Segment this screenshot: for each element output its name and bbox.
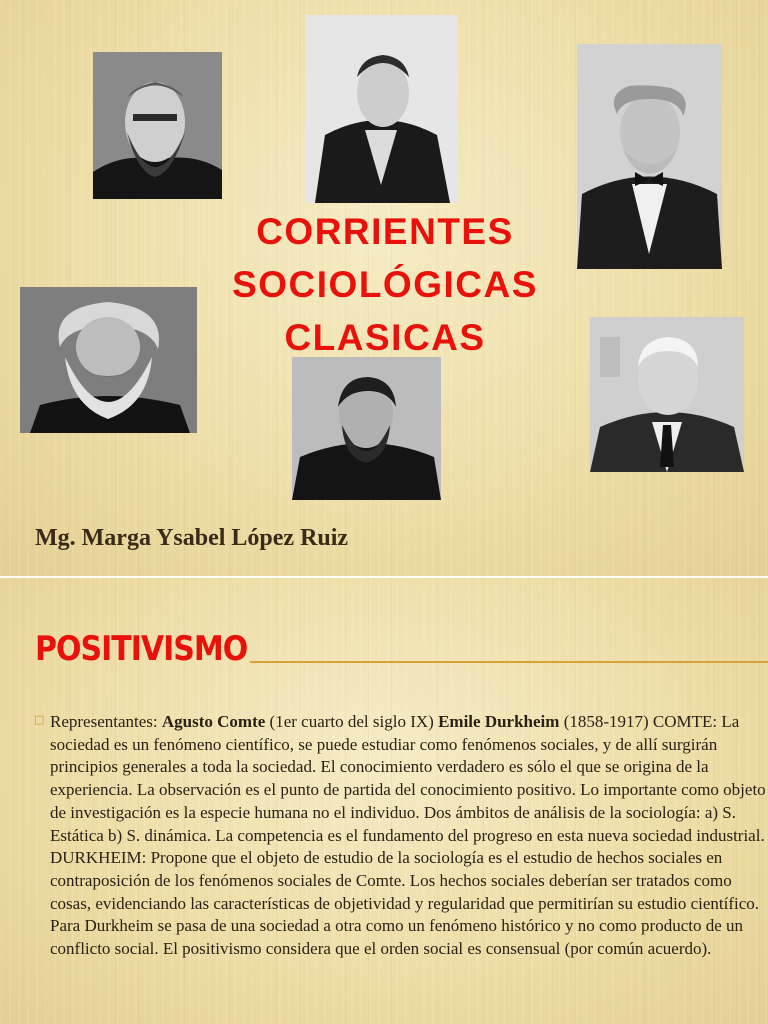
author-name: Mg. Marga Ysabel López Ruiz [35, 525, 349, 551]
portrait-photo-marx [20, 287, 197, 433]
portrait-photo-comte [305, 15, 458, 203]
name-comte: Agusto Comte [161, 712, 266, 731]
body-text-segment: (1858-1917) COMTE: La sociedad es un fenómeno científico, se puede estudiar como fenómenos sociales, y de allí surgirán principios generales a toda la sociedad. El conocimiento verdadero es sólo el que se origina de la experiencia. La observación es el punto de partida del conocimiento positivo. Lo importante como objeto de investigación es la especie humana no el individuo. Dos ámbitos de análisis de la sociología: a) S. Estática b) S. dinámica. La competencia es el fundamento del progreso en esta nueva sociedad industrial. DURKHEIM: Propone que el objeto de estudio de la sociología es el estudio de hechos sociales en contraposición de los fenómenos sociales de Comte. Los hechos sociales deberían ser tratados como cosas, evidenciando las características de objetividad y regularidad que permitirían su estudio científico. Para Durkheim se pasa de una sociedad a otra como un fenómeno histórico y no como producto de un conflicto social. El positivismo considera que el orden social es consensual (por común acuerdo). [50, 712, 766, 959]
section-heading: POSITIVISMO [35, 630, 248, 670]
title-line: CLASICAS [284, 317, 486, 358]
title-line: SOCIOLÓGICAS [232, 264, 538, 305]
body-text-segment: (1er cuarto del siglo IX) [265, 712, 439, 731]
portrait-photo-spencer [577, 44, 722, 269]
title-line: CORRIENTES [256, 211, 514, 252]
bullet-icon: □ [34, 713, 45, 726]
name-durkheim: Emile Durkheim [438, 712, 560, 731]
portrait-photo-parsons [590, 317, 744, 472]
portrait-photo-weber [292, 357, 441, 500]
body-text-segment: Representantes: [50, 712, 162, 731]
slide-title [180, 205, 590, 364]
heading-underline [250, 661, 768, 663]
body-paragraph [50, 711, 768, 961]
portrait-photo-durkheim [93, 52, 222, 199]
